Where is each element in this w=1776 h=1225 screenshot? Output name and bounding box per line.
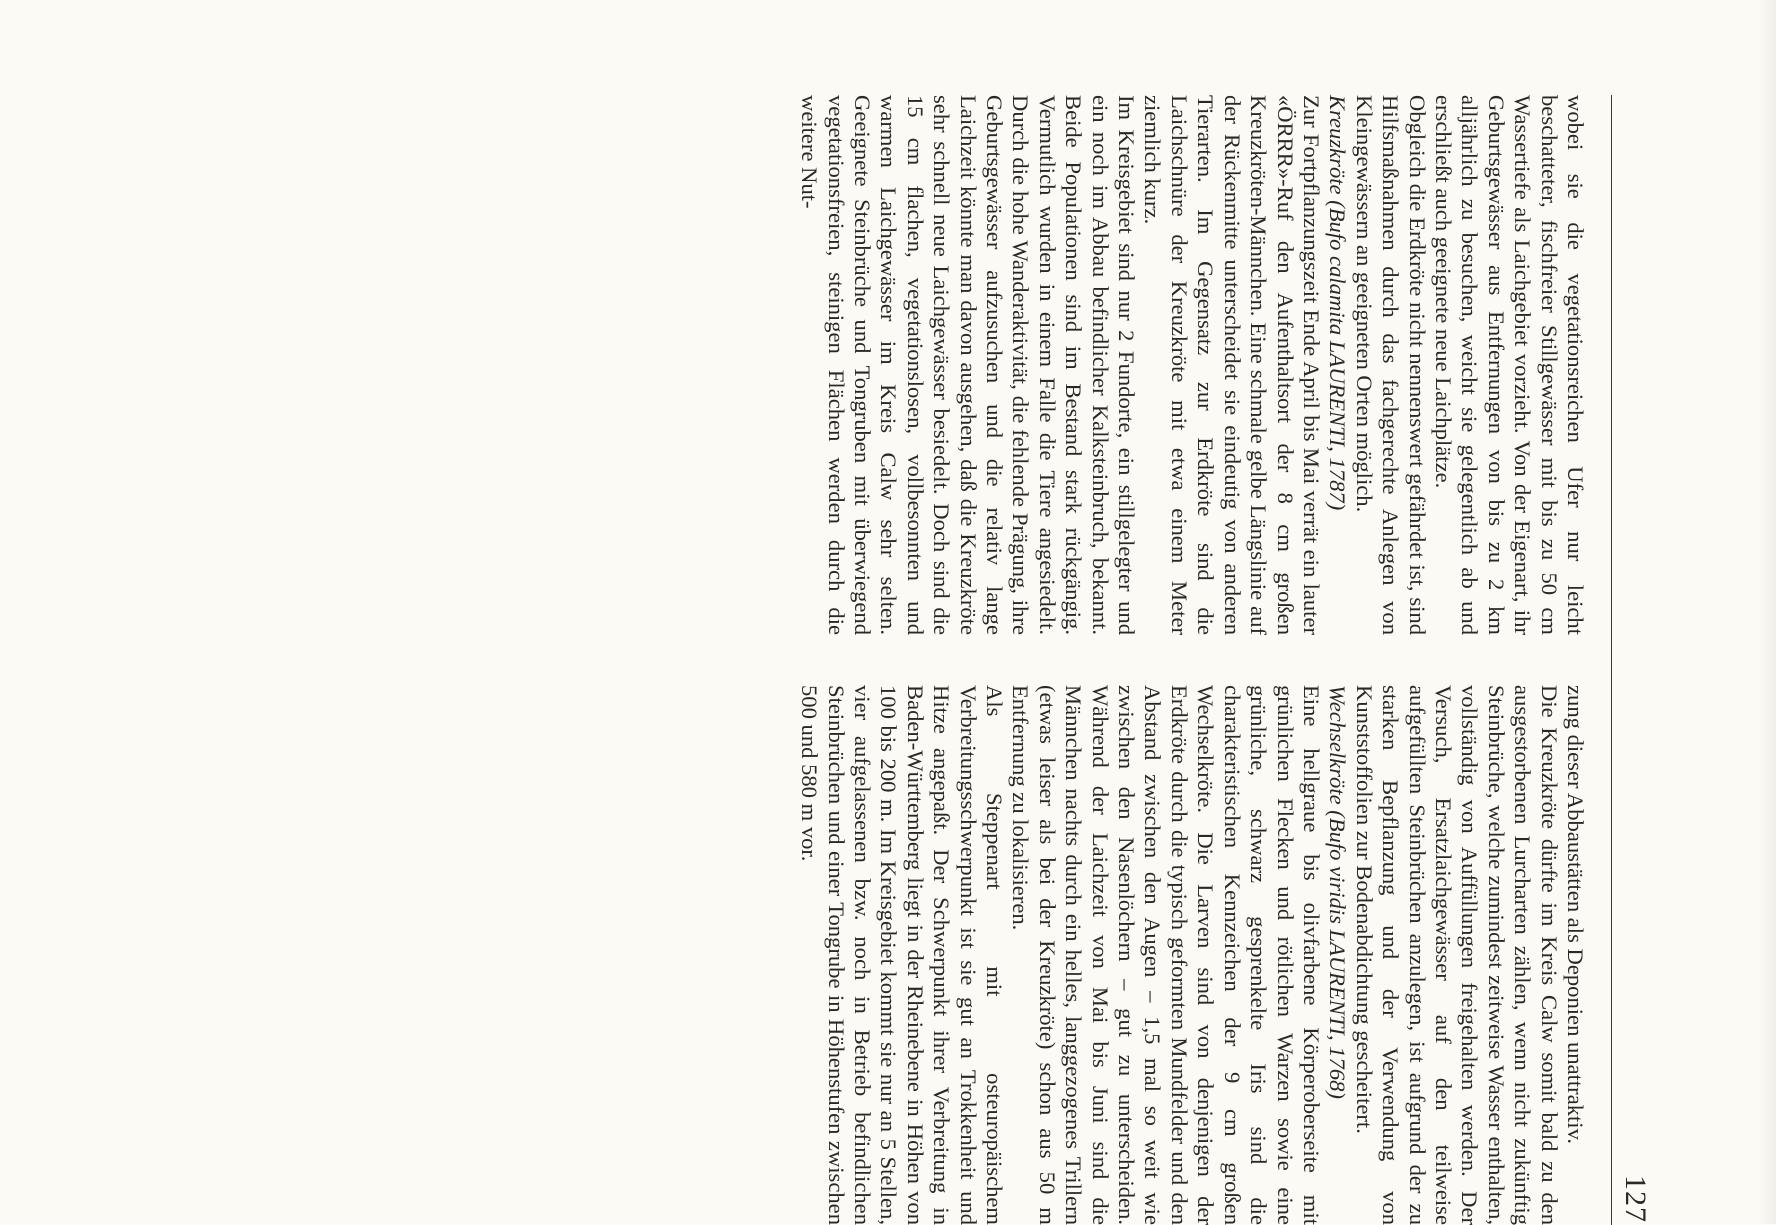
paragraph: Zur Fortpflanzungszeit Ende April bis Mai verrät ein lauter «ÖRRR»-Ruf den Aufenthaltsort der 8 cm großen Kreuzkröten-Männchen. Eine schmale gelbe Längslinie auf der Rückenmitte unterscheidet sie eindeutig von anderen Tierarten. Im Gegensatz zur Erdkröte sind die Laichschnüre der Kreuzkröte mit etwa einem Meter ziemlich kurz. (1140, 95, 1324, 635)
page-header (1618, 95, 1650, 1225)
paragraph: Obgleich die Erdkröte nicht nennenswert gefährdet ist, sind Hilfsmaßnahmen durch das fachgerechte Anlegen von Kleingewässern an geeigneten Orten möglich. (1351, 95, 1430, 635)
section-heading-kreuzkroete: Kreuzkröte (Bufo calamita LAURENTI, 1787) (1325, 95, 1351, 511)
header-rule (1611, 95, 1612, 1225)
paragraph: Als Steppenart mit osteuropäischem Verbreitungsschwerpunkt ist sie gut an Trokkenheit und Hitze angepaßt. Der Schwerpunkt ihrer Verbreitung in Baden-Württemberg liegt in der Rheinebene in Höhen von 100 bis 200 m. Im Kreisgebiet kommt sie nur an 5 Stellen, vier aufgelassenen bzw. noch in Betrieb befindlichen Steinbrüchen und einer Tongrube in Höhenstufen zwischen 500 und 580 m vor. (797, 685, 1008, 1225)
paragraph: zung dieser Abbaustätten als Deponien unattraktiv. (1563, 685, 1588, 1145)
paragraph: Die Kreuzkröte dürfte im Kreis Calw somit bald zu den ausgestorbenen Lurcharten zählen, wenn nicht zukünftig Steinbrüche, welche zumindest zeitweise Wasser enthalten, vollständig von Auffüllungen freigehalten werden. Der Versuch, Ersatzlaichgewässer auf den teilweise aufgefüllten Steinbrüchen anzulegen, ist aufgrund der zu starken Bepflanzung und der Verwendung von Kunststoffolien zur Bodenabdichtung gescheitert. (1351, 685, 1562, 1225)
section-heading-wechselkroete: Wechselkröte (Bufo viridis LAURENTI, 1768) (1325, 685, 1351, 1099)
paragraph: Im Kreisgebiet sind nur 2 Fundorte, ein stillgelegter und ein noch im Abbau befindlicher Kalksteinbruch, bekannt. Beide Populationen sind im Bestand stark rückgängig. Vermutlich wurden in einem Falle die Tiere angesiedelt. Durch die hohe Wanderaktivität, die fehlende Prägung, ihre Geburtsgewässer aufzusuchen und die relativ lange Laichzeit könnte man davon ausgehen, daß die Kreuzkröte sehr schnell neue Laichgewässer besiedelt. Doch sind die 15 cm flachen, vegetationslosen, vollbesonnten und warmen Laichgewässer im Kreis Calw sehr selten. Geeignete Steinbrüche und Tongruben mit überwiegend vegetationsfreien, steinigen Flächen werden durch die weitere Nut- (797, 95, 1140, 635)
scan-edge-shadow (1758, 0, 1776, 1224)
column-first (170, 95, 1588, 635)
paragraph: wobei sie die vegetationsreichen Ufer nur leicht beschatteter, fischfreier Stillgewässer mit bis zu 50 cm Wassertiefe als Laichgebiet vorzieht. Von der Eigenart, ihr Geburtsgewässer aus Entfernungen von bis zu 2 km alljährlich zu besuchen, weicht sie gelegentlich ab und erschließt auch geeignete neue Laichplätze. (1430, 95, 1588, 635)
paragraph: Eine hellgraue bis olivfarbene Körperoberseite mit grünlichen Flecken und rötlichen Warzen sowie eine grünliche, schwarz gesprenkelte Iris sind die charakteristischen Kennzeichen der 9 cm großen Wechselkröte. Die Larven sind von denjenigen der Erdkröte durch die typisch geformten Mundfelder und den Abstand zwischen den Augen – 1,5 mal so weit wie zwischen den Nasenlöchern – gut zu unterscheiden. Während der Laichzeit von Mai bis Juni sind die Männchen nachts durch ein helles, langgezogenes Trillern (etwas leiser als bei der Kreuzkröte) schon aus 50 m Entfernung zu lokalisieren. (1008, 685, 1324, 1225)
column-second (170, 685, 1588, 1225)
rotated-book-page (170, 95, 1650, 1225)
page-number: 127 (1619, 1175, 1652, 1223)
text-columns (170, 95, 1588, 1225)
